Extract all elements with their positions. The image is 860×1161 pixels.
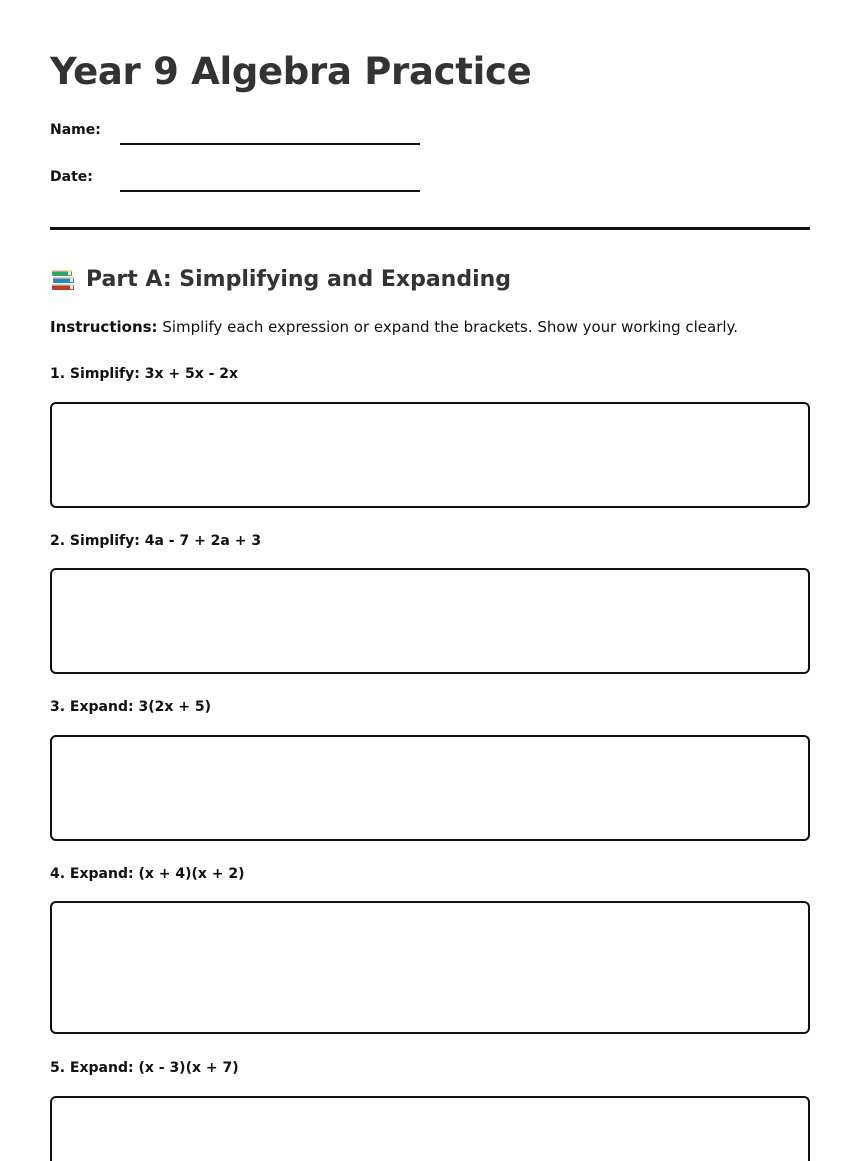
instructions-text: Simplify each expression or expand the brackets. Show your working clearly. (157, 318, 739, 336)
section-heading-text: Part A: Simplifying and Expanding (86, 266, 512, 292)
header-divider (50, 227, 810, 230)
instructions (50, 318, 738, 336)
question-2-label: 2. Simplify: 4a - 7 + 2a + 3 (50, 533, 262, 549)
question-3-answer-box[interactable] (50, 735, 810, 841)
page-title: Year 9 Algebra Practice (50, 50, 532, 93)
question-1-answer-box[interactable] (50, 402, 810, 508)
question-1-label: 1. Simplify: 3x + 5x - 2x (50, 366, 239, 382)
name-label: Name: (50, 122, 101, 138)
question-5-label: 5. Expand: (x - 3)(x + 7) (50, 1060, 239, 1076)
section-heading (50, 266, 511, 292)
date-label: Date: (50, 169, 93, 185)
question-4-label: 4. Expand: (x + 4)(x + 2) (50, 866, 245, 882)
question-4-answer-box[interactable] (50, 901, 810, 1034)
books-icon (50, 266, 76, 292)
question-5-answer-box[interactable] (50, 1096, 810, 1161)
instructions-label: Instructions: (50, 318, 158, 336)
name-field[interactable] (120, 143, 420, 145)
date-field[interactable] (120, 190, 420, 192)
question-3-label: 3. Expand: 3(2x + 5) (50, 699, 211, 715)
question-2-answer-box[interactable] (50, 568, 810, 674)
